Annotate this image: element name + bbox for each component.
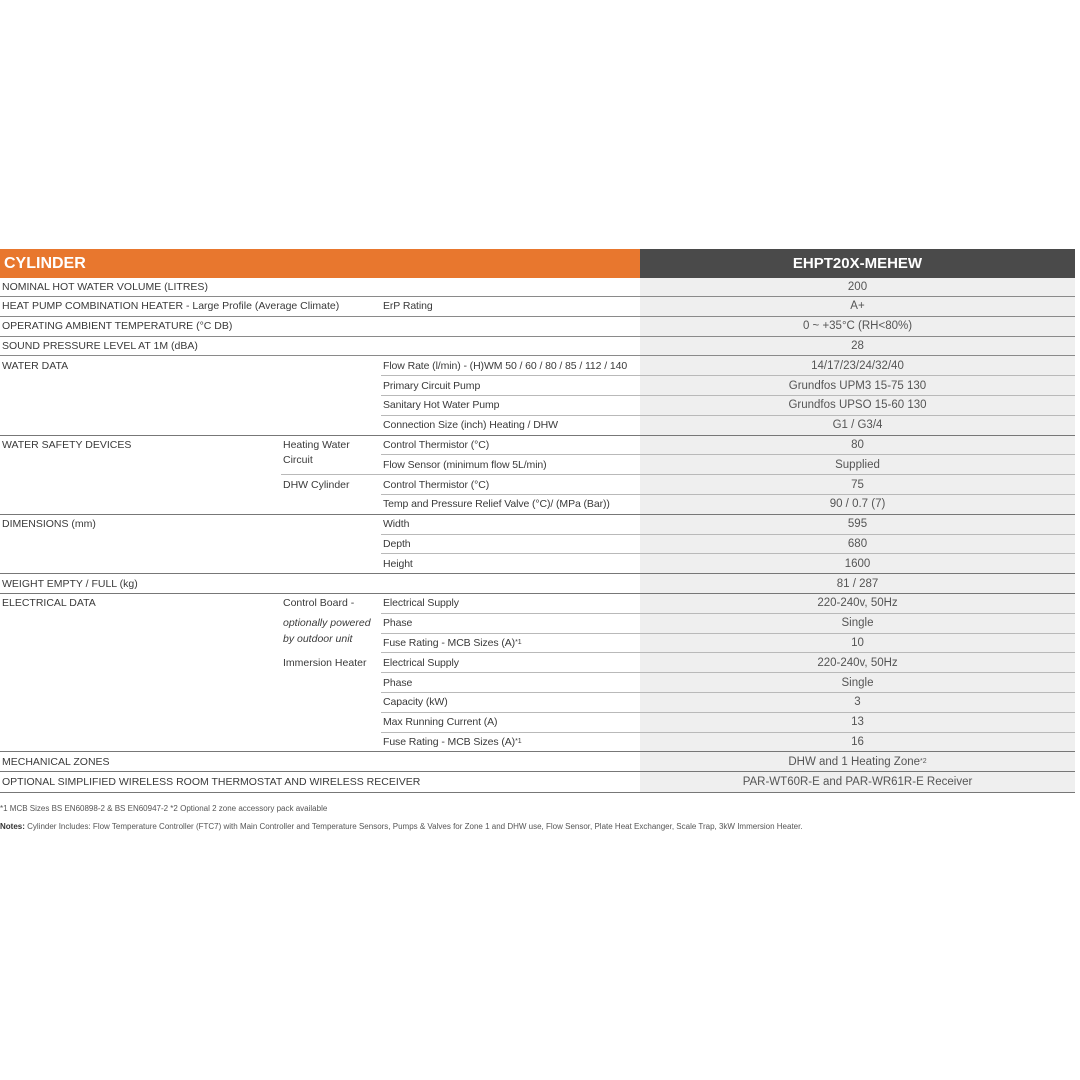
row-sublabel: optionally powered bbox=[283, 617, 371, 630]
table-row bbox=[0, 475, 1075, 495]
table-row bbox=[0, 614, 1075, 634]
row-value: 28 bbox=[640, 337, 1075, 357]
row-sublabel: by outdoor unit bbox=[283, 633, 353, 645]
table-row bbox=[0, 772, 1075, 793]
model-name: EHPT20X-MEHEW bbox=[640, 249, 1075, 278]
row-param: Capacity (kW) bbox=[383, 696, 448, 709]
row-value: 595 bbox=[640, 515, 1075, 535]
notes-text: Cylinder Includes: Flow Temperature Controller (FTC7) with Main Controller and Temperature Sensors, Pumps & Valves for Zone 1 and DHW use, Flow Sensor, Plate Heat Exchanger, Scale Trap, 3kW Immersion Heater. bbox=[27, 822, 803, 831]
table-row bbox=[0, 416, 1075, 436]
row-value: Grundfos UPM3 15-75 130 bbox=[640, 376, 1075, 396]
row-param: Control Thermistor (°C) bbox=[383, 478, 490, 491]
row-value: PAR-WT60R-E and PAR-WR61R-E Receiver bbox=[640, 772, 1075, 793]
row-value: 220-240v, 50Hz bbox=[640, 653, 1075, 673]
table-row bbox=[0, 337, 1075, 357]
row-sublabel: Immersion Heater bbox=[283, 656, 367, 669]
row-value: 200 bbox=[640, 278, 1075, 297]
table-row bbox=[0, 317, 1075, 337]
table-row bbox=[0, 752, 1075, 772]
row-value: G1 / G3/4 bbox=[640, 416, 1075, 436]
table-row bbox=[0, 278, 1075, 297]
notes-label: Notes: bbox=[0, 822, 25, 831]
table-row bbox=[0, 376, 1075, 396]
row-value-text: DHW and 1 Heating Zone bbox=[788, 755, 921, 768]
row-value: 3 bbox=[640, 693, 1075, 713]
row-label: OPTIONAL SIMPLIFIED WIRELESS ROOM THERMOSTAT AND WIRELESS RECEIVER bbox=[2, 776, 421, 789]
row-param: Connection Size (inch) Heating / DHW bbox=[383, 419, 558, 432]
row-value: Single bbox=[640, 614, 1075, 634]
row-label: WATER DATA bbox=[2, 359, 69, 372]
row-param: Max Running Current (A) bbox=[383, 716, 498, 729]
row-param: Temp and Pressure Relief Valve (°C)/ (MPa (Bar)) bbox=[383, 498, 610, 511]
table-row bbox=[0, 495, 1075, 515]
row-param-text: Fuse Rating - MCB Sizes (A) bbox=[383, 735, 516, 748]
row-value: 10 bbox=[640, 634, 1075, 654]
spec-table bbox=[0, 249, 1075, 793]
table-row bbox=[0, 297, 1075, 317]
table-row bbox=[0, 436, 1075, 456]
row-param-text: Fuse Rating - MCB Sizes (A) bbox=[383, 636, 516, 649]
row-label: WATER SAFETY DEVICES bbox=[2, 438, 132, 451]
row-label: HEAT PUMP COMBINATION HEATER - Large Profile (Average Climate) bbox=[2, 300, 340, 313]
row-param: Control Thermistor (°C) bbox=[383, 438, 490, 451]
row-value: DHW and 1 Heating Zone *2 bbox=[640, 752, 1075, 772]
row-value: 80 bbox=[640, 436, 1075, 456]
table-header bbox=[0, 249, 1075, 278]
row-sublabel: DHW Cylinder bbox=[283, 478, 350, 491]
row-label: MECHANICAL ZONES bbox=[2, 755, 110, 768]
row-value: 680 bbox=[640, 535, 1075, 555]
footnote-line: *1 MCB Sizes BS EN60898-2 & BS EN60947-2 *2 Optional 2 zone accessory pack available bbox=[0, 804, 328, 813]
row-param: Height bbox=[383, 557, 413, 570]
table-row bbox=[0, 535, 1075, 555]
row-sublabel: Circuit bbox=[283, 455, 313, 467]
row-sublabel: Control Board - bbox=[283, 597, 355, 610]
row-param: Phase bbox=[383, 676, 413, 689]
table-row bbox=[0, 594, 1075, 614]
row-label: SOUND PRESSURE LEVEL AT 1M (dBA) bbox=[2, 339, 198, 352]
table-row bbox=[0, 693, 1075, 713]
row-value: 75 bbox=[640, 475, 1075, 495]
row-label: ELECTRICAL DATA bbox=[2, 597, 96, 610]
table-row bbox=[0, 634, 1075, 654]
row-value: 90 / 0.7 (7) bbox=[640, 495, 1075, 515]
row-value: 1600 bbox=[640, 554, 1075, 574]
notes-line bbox=[0, 822, 1075, 831]
row-value: Grundfos UPSO 15-60 130 bbox=[640, 396, 1075, 416]
row-param: Width bbox=[383, 518, 410, 531]
row-param: Electrical Supply bbox=[383, 597, 459, 610]
row-param: Flow Sensor (minimum flow 5L/min) bbox=[383, 458, 547, 471]
table-row bbox=[0, 653, 1075, 673]
row-param: Primary Circuit Pump bbox=[383, 379, 481, 392]
row-param: Flow Rate (l/min) - (H)WM 50 / 60 / 80 / 85 / 112 / 140 bbox=[383, 359, 628, 372]
row-param: Phase bbox=[383, 617, 413, 630]
table-row bbox=[0, 455, 1075, 475]
row-label: DIMENSIONS (mm) bbox=[2, 518, 96, 531]
table-row bbox=[0, 673, 1075, 693]
row-value: A+ bbox=[640, 297, 1075, 317]
row-value: 220-240v, 50Hz bbox=[640, 594, 1075, 614]
table-row bbox=[0, 733, 1075, 753]
row-param: Sanitary Hot Water Pump bbox=[383, 399, 500, 412]
table-row bbox=[0, 396, 1075, 416]
row-param: ErP Rating bbox=[383, 300, 433, 313]
row-sublabel: Heating Water bbox=[283, 438, 350, 451]
table-title: CYLINDER bbox=[0, 249, 640, 278]
row-value: 81 / 287 bbox=[640, 574, 1075, 594]
row-param: Fuse Rating - MCB Sizes (A) *1 bbox=[383, 636, 522, 649]
row-value: 0 ~ +35°C (RH<80%) bbox=[640, 317, 1075, 337]
row-label: OPERATING AMBIENT TEMPERATURE (°C DB) bbox=[2, 320, 233, 333]
table-row bbox=[0, 515, 1075, 535]
row-param: Electrical Supply bbox=[383, 656, 459, 669]
table-row bbox=[0, 554, 1075, 574]
row-value: 13 bbox=[640, 713, 1075, 733]
table-row bbox=[0, 356, 1075, 376]
row-label: NOMINAL HOT WATER VOLUME (LITRES) bbox=[2, 281, 208, 293]
row-value: Single bbox=[640, 673, 1075, 693]
row-value: Supplied bbox=[640, 455, 1075, 475]
row-label: WEIGHT EMPTY / FULL (kg) bbox=[2, 577, 138, 590]
row-param: Depth bbox=[383, 537, 411, 550]
row-param: Fuse Rating - MCB Sizes (A) *1 bbox=[383, 735, 522, 748]
row-value: 14/17/23/24/32/40 bbox=[640, 356, 1075, 376]
table-row bbox=[0, 574, 1075, 594]
row-value: 16 bbox=[640, 733, 1075, 753]
table-row bbox=[0, 713, 1075, 733]
